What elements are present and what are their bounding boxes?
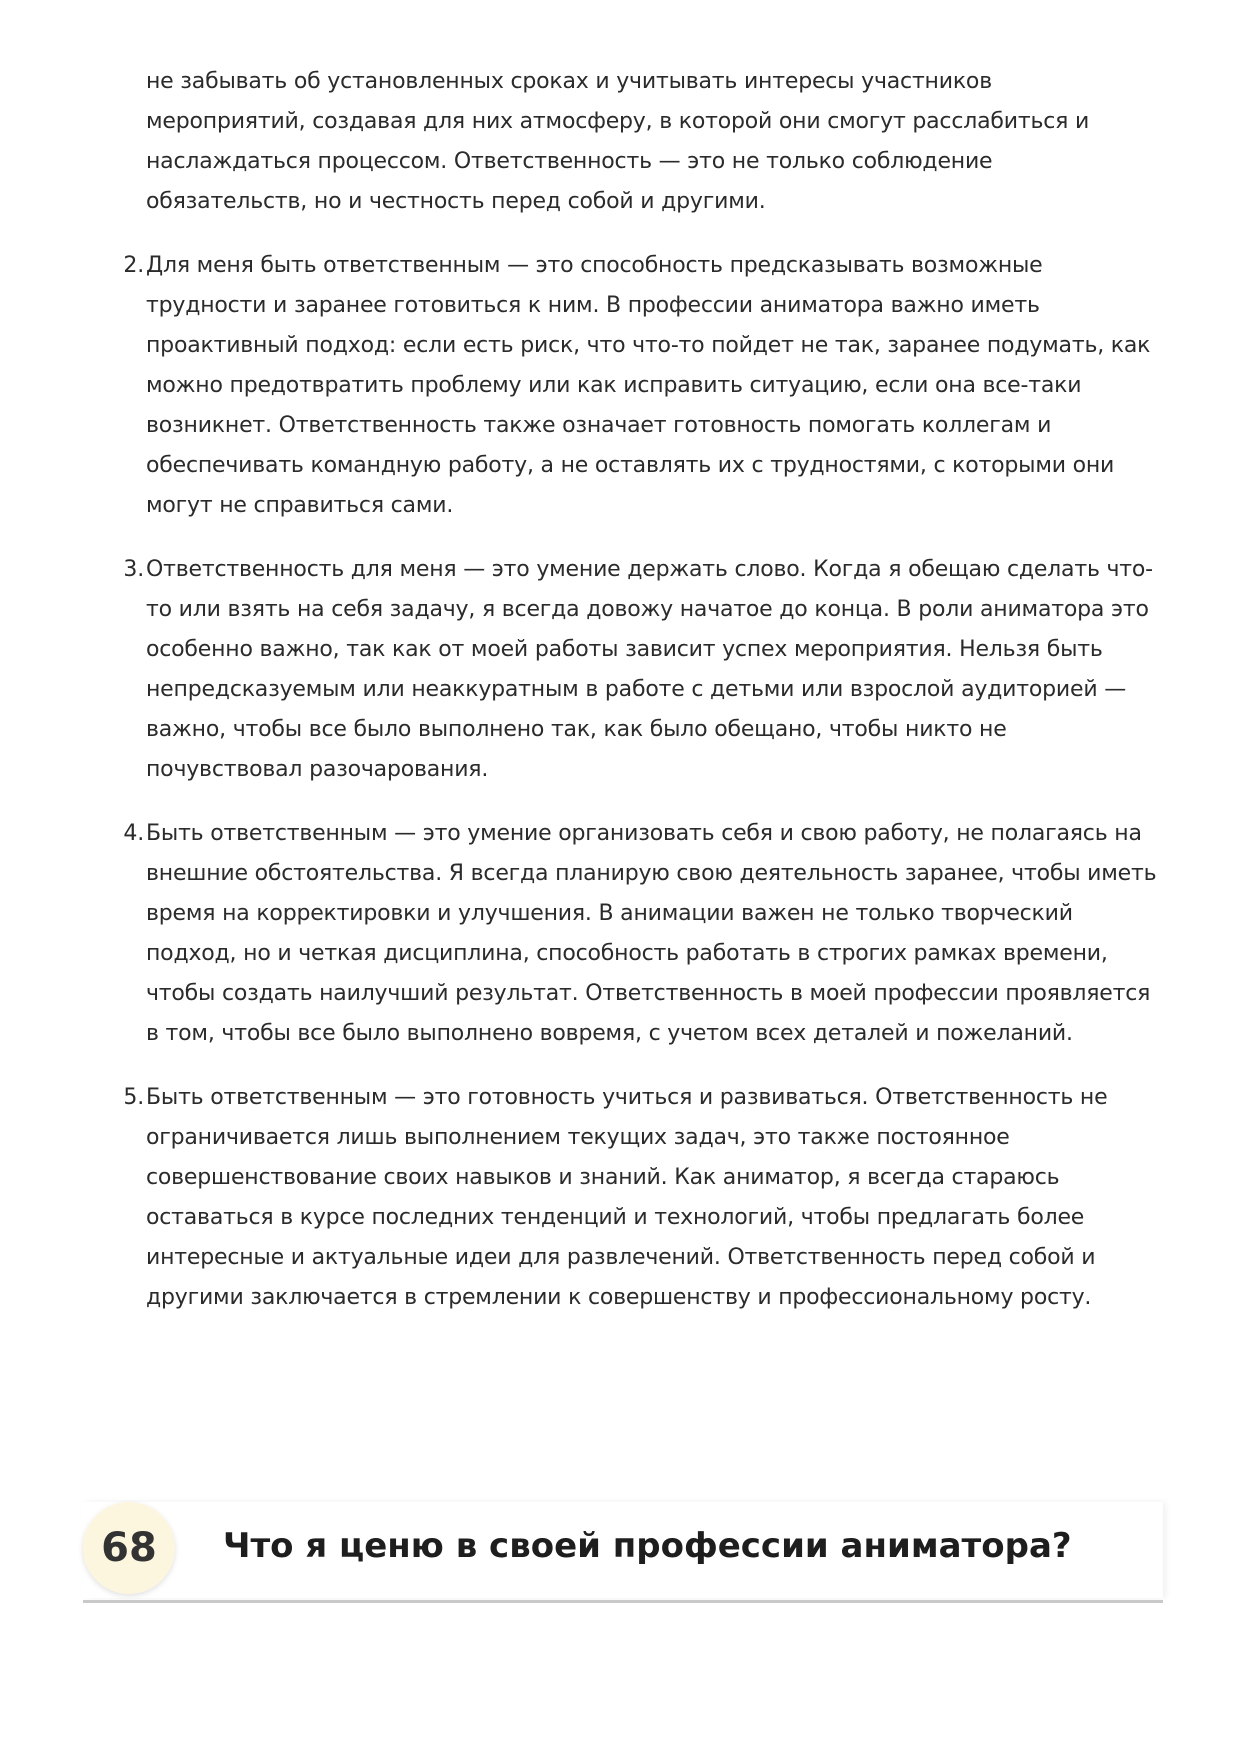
answer-number: 3. — [123, 557, 144, 582]
continued-paragraph: не забывать об установленных сроках и учитывать интересы участников мероприятий, создавая для них атмосферу, в которой они смогут расслабиться и наслаждаться процессом. Ответственность — это не только соблюдение обязательств, но и честность перед собой и другими. — [146, 69, 1090, 214]
answer-text: Быть ответственным — это умение организовать себя и свою работу, не полагаясь на внешние обстоятельства. Я всегда планирую свою деятельность заранее, чтобы иметь время на корректировки и улучшения. В анимации важен не только творческий подход, но и четкая дисциплина, способность работать в строгих рамках времени, чтобы создать наилучший результат. Ответственность в моей профессии проявляется в том, чтобы все было выполнено вовремя, с учетом всех деталей и пожеланий. — [146, 821, 1157, 1046]
answer-text: Быть ответственным — это готовность учиться и развиваться. Ответственность не ограничивается лишь выполнением текущих задач, это также постоянное совершенствование своих навыков и знаний. Как аниматор, я всегда стараюсь оставаться в курсе последних тенденций и технологий, чтобы предлагать более интересные и актуальные идеи для развлечений. Ответственность перед собой и другими заключается в стремлении к совершенству и профессиональному росту. — [146, 1085, 1108, 1310]
answer-number: 2. — [123, 253, 144, 278]
answer-item-3 — [123, 550, 1158, 790]
section-header — [83, 1502, 1163, 1602]
answer-list — [123, 246, 1158, 1342]
answer-text: Для меня быть ответственным — это способность предсказывать возможные трудности и заранее готовиться к ним. В профессии аниматора важно иметь проактивный подход: если есть риск, что что-то пойдет не так, заранее подумать, как можно предотвратить проблему или как исправить ситуацию, если она все-таки возникнет. Ответственность также означает готовность помогать коллегам и обеспечивать командную работу, а не оставлять их с трудностями, с которыми они могут не справиться сами. — [146, 253, 1151, 518]
answer-text: Ответственность для меня — это умение держать слово. Когда я обещаю сделать что-то или взять на себя задачу, я всегда довожу начатое до конца. В роли аниматора это особенно важно, так как от моей работы зависит успех мероприятия. Нельзя быть непредсказуемым или неаккуратным в работе с детьми или взрослой аудиторией — важно, чтобы все было выполнено так, как было обещано, чтобы никто не почувствовал разочарования. — [146, 557, 1153, 782]
section-title: Что я ценю в своей профессии аниматора? — [223, 1526, 1072, 1566]
answer-item-4 — [123, 814, 1158, 1054]
section-number-badge: 68 — [83, 1502, 175, 1594]
answer-item-5 — [123, 1078, 1158, 1318]
answer-number: 5. — [123, 1085, 144, 1110]
section-divider — [83, 1600, 1163, 1603]
answer-number: 4. — [123, 821, 144, 846]
answer-item-2 — [123, 246, 1158, 526]
